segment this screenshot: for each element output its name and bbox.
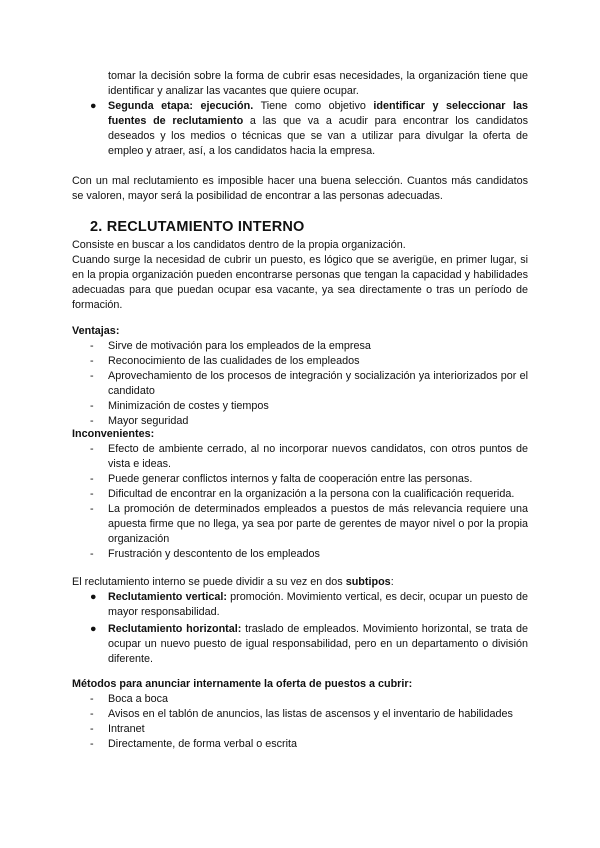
list-item [90, 339, 528, 354]
inconvenientes-title: Inconvenientes: [72, 428, 155, 440]
list-item [90, 707, 528, 722]
bullet-icon: ● [90, 100, 97, 112]
dash-icon: - [90, 738, 94, 750]
etapas-list [90, 99, 528, 159]
dash-icon: - [90, 488, 94, 500]
subtipo-text: promoción. Movimiento vertical, es decir, ocupar un puesto de mayor responsabilidad. [108, 591, 528, 618]
inconveniente-text: Dificultad de encontrar en la organización a la persona con la cualificación requerida. [108, 488, 515, 500]
segunda-etapa-text-a: Tiene como objetivo [253, 100, 374, 112]
list-item [90, 722, 528, 737]
inconveniente-text: La promoción de determinados empleados a puestos de más relevancia requiere una apuesta firme que no llega, ya sea por parte de gerentes de mayor nivel o por la propia organización [108, 503, 528, 545]
dash-icon: - [90, 473, 94, 485]
segunda-etapa-label: Segunda etapa: ejecución. [108, 100, 254, 112]
dash-icon: - [90, 723, 94, 735]
subtipo-label: Reclutamiento horizontal: [108, 623, 242, 635]
bullet-icon: ● [90, 623, 97, 635]
subtipos-intro-text: El reclutamiento interno se puede dividir a su vez en dos [72, 576, 346, 588]
metodos-title: Métodos para anunciar internamente la oferta de puestos a cubrir: [72, 678, 413, 690]
metodos-list [90, 692, 528, 752]
ventaja-text: Sirve de motivación para los empleados de la empresa [108, 340, 371, 352]
inconveniente-text: Puede generar conflictos internos y falta de cooperación entre las personas. [108, 473, 473, 485]
list-item [90, 547, 528, 562]
ventaja-text: Reconocimiento de las cualidades de los empleados [108, 355, 360, 367]
metodo-text: Avisos en el tablón de anuncios, las listas de ascensos y el inventario de habilidades [108, 708, 513, 720]
inconveniente-text: Efecto de ambiente cerrado, al no incorporar nuevos candidatos, con otros puntos de vista e ideas. [108, 443, 528, 470]
metodo-text: Boca a boca [108, 693, 169, 705]
ventaja-text: Minimización de costes y tiempos [108, 400, 269, 412]
ventaja-text: Mayor seguridad [108, 415, 189, 427]
ventajas-list [90, 339, 528, 429]
metodo-text: Directamente, de forma verbal o escrita [108, 738, 298, 750]
subtipos-list [90, 590, 528, 667]
section-heading: 2. RECLUTAMIENTO INTERNO [90, 219, 305, 235]
ventajas-title: Ventajas: [72, 325, 120, 337]
dash-icon: - [90, 548, 94, 560]
dash-icon: - [90, 443, 94, 455]
inconveniente-text: Frustración y descontento de los empleados [108, 548, 320, 560]
list-item [90, 472, 528, 487]
dash-icon: - [90, 503, 94, 515]
list-item-subtipo-vertical [90, 590, 528, 620]
list-item [90, 502, 528, 547]
ventaja-text: Aprovechamiento de los procesos de integración y socialización ya interiorizados por el candidato [108, 370, 528, 397]
inconvenientes-list [90, 442, 528, 562]
list-item [90, 737, 528, 752]
bullet-icon: ● [90, 591, 97, 603]
metodo-text: Intranet [108, 723, 145, 735]
dash-icon: - [90, 693, 94, 705]
definition-text: Consiste en buscar a los candidatos dentro de la propia organización. [72, 239, 406, 251]
subtipos-intro [72, 575, 528, 590]
dash-icon: - [90, 370, 94, 382]
subtipos-intro-bold: subtipos [345, 576, 391, 588]
subtipo-label: Reclutamiento vertical: [108, 591, 227, 603]
list-item [90, 487, 528, 502]
dash-icon: - [90, 340, 94, 352]
paragraph-puesto: Cuando surge la necesidad de cubrir un puesto, es lógico que se averigüe, en primer lugar, si en la propia organización pueden encontrarse personas que tengan la capacidad y habilidades adecuadas para que puedan ocupar esa vacante, ya sea directamente o tras un período de formación. [72, 254, 528, 311]
segunda-etapa-text-b: a las que va a acudir para encontrar los candidatos deseados y los medios o técnicas que se van a utilizar para divulgar la oferta de empleo y atraer, así, a los candidatos hacia la empresa. [108, 115, 528, 157]
intro-continuation: tomar la decisión sobre la forma de cubrir esas necesidades, la organización tiene que identificar y analizar las vacantes que quiere ocupar. [108, 70, 528, 97]
subtipos-intro-end: : [390, 576, 394, 588]
dash-icon: - [90, 415, 94, 427]
list-item [90, 442, 528, 472]
list-item-subtipo-horizontal [90, 622, 528, 667]
segunda-etapa-highlight: identificar y seleccionar las fuentes de reclutamiento [108, 100, 528, 127]
dash-icon: - [90, 400, 94, 412]
list-item [90, 369, 528, 399]
list-item [90, 692, 528, 707]
list-item [90, 354, 528, 369]
dash-icon: - [90, 355, 94, 367]
dash-icon: - [90, 708, 94, 720]
list-item [90, 399, 528, 414]
paragraph-mal-reclutamiento: Con un mal reclutamiento es imposible hacer una buena selección. Cuantos más candidatos se valoren, mayor será la posibilidad de encontrar a las personas adecuadas. [72, 175, 528, 202]
subtipo-text: traslado de empleados. Movimiento horizontal, se trata de ocupar un nuevo puesto de igual responsabilidad, pero en un departamento o división diferente. [108, 623, 528, 665]
list-item-segunda-etapa [90, 99, 528, 159]
